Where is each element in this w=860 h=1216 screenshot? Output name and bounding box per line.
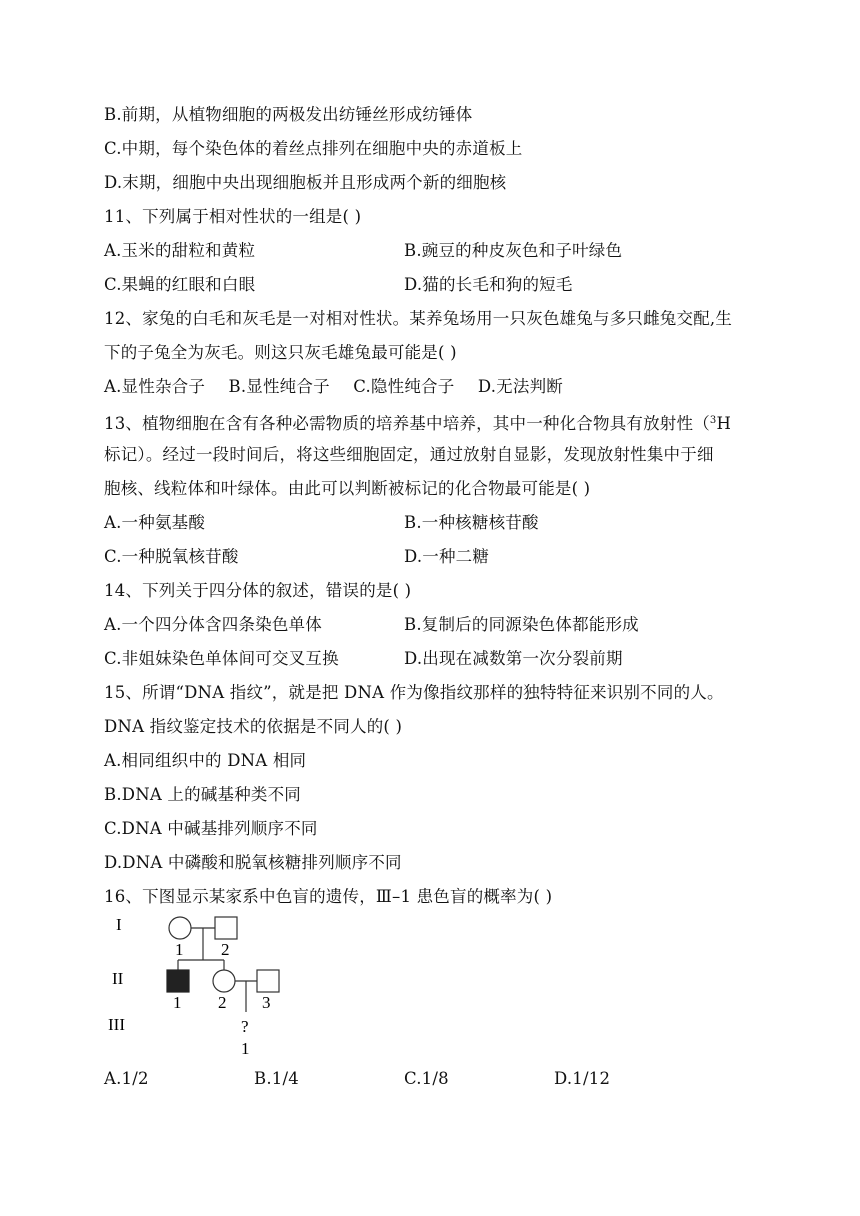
option-line: B.前期，从植物细胞的两极发出纺锤丝形成纺锤体 xyxy=(104,105,473,124)
q15-option-c: C.DNA 中碱基排列顺序不同 xyxy=(104,819,318,838)
gen2-number-1: 1 xyxy=(173,993,182,1012)
q11-option-d: D.猫的长毛和狗的短毛 xyxy=(404,275,573,294)
q13-stem-h: H xyxy=(716,414,732,433)
q15-option-a: A.相同组织中的 DNA 相同 xyxy=(104,751,307,770)
q12-option-a: A.显性杂合子 xyxy=(104,377,206,396)
q12-option-d: D.无法判断 xyxy=(477,377,563,396)
generation-label-2: II xyxy=(112,969,124,988)
question-13-stem-cont: 标记）。经过一段时间后，将这些细胞固定，通过放射自显影，发现放射性集中于细 xyxy=(104,445,714,464)
question-14-stem: 14、下列关于四分体的叙述，错误的是( ) xyxy=(104,581,412,600)
q11-option-c: C.果蝇的红眼和白眼 xyxy=(104,275,256,294)
gen1-number-2: 2 xyxy=(221,940,230,959)
gen1-female-1 xyxy=(169,917,191,939)
gen1-number-1: 1 xyxy=(175,940,184,959)
q13-option-a: A.一种氨基酸 xyxy=(104,513,206,532)
q16-option-c: C.1/8 xyxy=(404,1069,449,1088)
q14-option-a: A.一个四分体含四条染色单体 xyxy=(104,615,322,634)
q15-option-b: B.DNA 上的碱基种类不同 xyxy=(104,785,301,804)
option-line: C.中期，每个染色体的着丝点排列在细胞中央的赤道板上 xyxy=(104,139,523,158)
gen1-male-2 xyxy=(215,917,237,939)
q16-option-b: B.1/4 xyxy=(254,1069,299,1088)
gen2-female-2 xyxy=(213,970,235,992)
gen2-number-3: 3 xyxy=(262,993,271,1012)
q14-option-c: C.非姐妹染色单体间可交叉互换 xyxy=(104,649,339,668)
gen2-affected-male-1 xyxy=(167,970,189,992)
q13-option-c: C.一种脱氧核苷酸 xyxy=(104,547,239,566)
question-12-stem-cont: 下的子兔全为灰毛。则这只灰毛雄兔最可能是( ) xyxy=(104,343,457,362)
q15-option-d: D.DNA 中磷酸和脱氧核糖排列顺序不同 xyxy=(104,853,402,872)
q11-option-b: B.豌豆的种皮灰色和子叶绿色 xyxy=(404,241,623,260)
question-15-stem-cont: DNA 指纹鉴定技术的依据是不同人的( ) xyxy=(104,717,403,736)
generation-label-1: I xyxy=(116,915,122,934)
pedigree-diagram xyxy=(104,908,304,1060)
q13-option-d: D.一种二糖 xyxy=(404,547,490,566)
question-12-stem: 12、家兔的白毛和灰毛是一对相对性状。某养兔场用一只灰色雄兔与多只雌兔交配,生 xyxy=(104,309,733,328)
question-13-stem-cont: 胞核、线粒体和叶绿体。由此可以判断被标记的化合物最可能是( ) xyxy=(104,479,591,498)
q16-option-a: A.1/2 xyxy=(104,1069,149,1088)
gen3-number-1: 1 xyxy=(241,1039,250,1058)
q12-options xyxy=(104,376,563,398)
gen2-male-3 xyxy=(257,970,279,992)
q13-option-b: B.一种核糖核苷酸 xyxy=(404,513,539,532)
generation-label-3: III xyxy=(108,1015,125,1034)
question-11-stem: 11、下列属于相对性状的一组是( ) xyxy=(104,207,362,226)
q11-option-a: A.玉米的甜粒和黄粒 xyxy=(104,241,256,260)
q12-option-c: C.隐性纯合子 xyxy=(353,377,455,396)
q16-option-d: D.1/12 xyxy=(554,1069,611,1088)
gen3-unknown-mark: ? xyxy=(241,1017,249,1036)
q14-option-b: B.复制后的同源染色体都能形成 xyxy=(404,615,639,634)
option-line: D.末期，细胞中央出现细胞板并且形成两个新的细胞核 xyxy=(104,173,507,192)
q12-option-b: B.显性纯合子 xyxy=(228,377,330,396)
q13-stem-text: 13、植物细胞在含有各种必需物质的培养基中培养，其中一种化合物具有放射性（ xyxy=(104,414,710,433)
question-15-stem: 15、所谓“DNA 指纹”，就是把 DNA 作为像指纹那样的独特特征来识别不同的人。 xyxy=(104,683,724,702)
q14-option-d: D.出现在减数第一次分裂前期 xyxy=(404,649,623,668)
question-13-stem xyxy=(104,410,731,435)
gen2-number-2: 2 xyxy=(218,993,227,1012)
q13-superscript: 3 xyxy=(709,415,717,426)
question-16-stem: 16、下图显示某家系中色盲的遗传，Ⅲ–1 患色盲的概率为( ) xyxy=(104,887,553,906)
